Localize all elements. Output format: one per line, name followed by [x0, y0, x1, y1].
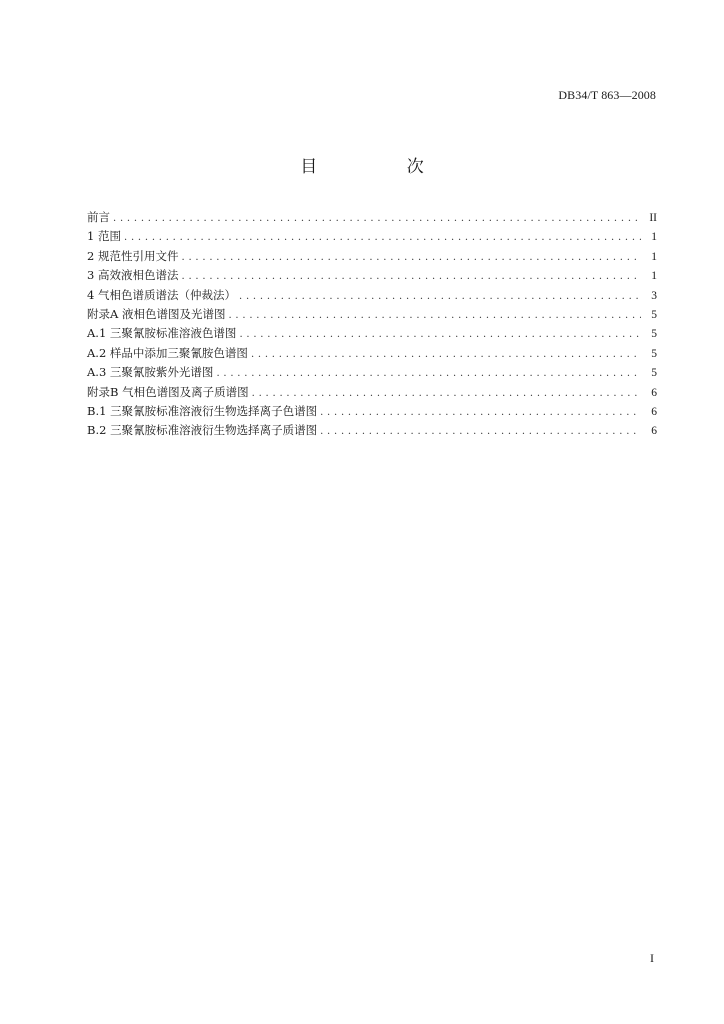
- toc-entry-appendix-a[interactable]: [87, 305, 657, 324]
- toc-entry-page: 1: [651, 270, 657, 283]
- toc-entry-page: 1: [651, 250, 657, 263]
- toc-entry-page: 6: [651, 405, 657, 418]
- toc-leader-dots: [113, 209, 641, 228]
- toc-leader-dots: [181, 248, 641, 267]
- toc-leader-dots: [239, 287, 641, 306]
- toc-entry-scope[interactable]: [87, 227, 657, 246]
- toc-entry-a2[interactable]: [87, 344, 657, 363]
- toc-entry-page: 3: [651, 289, 657, 302]
- standard-code: DB34/T 863—2008: [558, 88, 656, 102]
- toc-entry-page: II: [649, 212, 657, 224]
- toc-entry-label: B.1 三聚氰胺标准溶液衍生物选择离子色谱图: [87, 403, 318, 418]
- toc-entry-label: 3 高效液相色谱法: [87, 268, 179, 283]
- toc-entry-page: 1: [651, 231, 657, 244]
- toc-entry-label: 1 范围: [87, 229, 121, 244]
- toc-leader-dots: [216, 364, 641, 383]
- toc-entry-label: B.2 三聚氰胺标准溶液衍生物选择离子质谱图: [87, 423, 318, 438]
- toc-entry-label: 前言: [87, 210, 110, 224]
- toc-entry-label: A.1 三聚氰胺标准溶液色谱图: [87, 326, 237, 341]
- page-number: I: [650, 951, 654, 965]
- toc-entry-page: 5: [651, 367, 657, 380]
- toc-leader-dots: [251, 345, 641, 364]
- toc-entry-page: 6: [651, 425, 657, 438]
- toc-entry-label: 附录A 液相色谱图及光谱图: [87, 306, 226, 321]
- toc-leader-dots: [228, 306, 641, 325]
- toc-entry-appendix-b[interactable]: [87, 383, 657, 402]
- toc-entry-label: A.3 三聚氰胺紫外光谱图: [87, 365, 214, 380]
- toc-entry-gcms[interactable]: [87, 286, 657, 305]
- toc-leader-dots: [320, 403, 641, 422]
- toc-entry-normative-references[interactable]: [87, 247, 657, 266]
- toc-leader-dots: [239, 325, 641, 344]
- toc-entry-hplc[interactable]: [87, 266, 657, 285]
- toc-list: [87, 208, 657, 441]
- toc-entry-label: 4 气相色谱质谱法（仲裁法）: [87, 287, 236, 302]
- toc-entry-page: 5: [651, 308, 657, 321]
- toc-title: 目 次: [300, 157, 466, 177]
- toc-entry-b1[interactable]: [87, 402, 657, 421]
- toc-leader-dots: [124, 228, 641, 247]
- toc-entry-a3[interactable]: [87, 363, 657, 382]
- toc-leader-dots: [181, 267, 641, 286]
- toc-entry-label: A.2 样品中添加三聚氰胺色谱图: [87, 345, 248, 360]
- toc-entry-page: 5: [651, 347, 657, 360]
- toc-leader-dots: [320, 422, 641, 441]
- toc-entry-label: 附录B 气相色谱图及离子质谱图: [87, 384, 249, 399]
- toc-entry-page: 6: [651, 386, 657, 399]
- toc-entry-foreword[interactable]: [87, 208, 657, 227]
- toc-entry-label: 2 规范性引用文件: [87, 248, 179, 263]
- toc-entry-page: 5: [651, 328, 657, 341]
- toc-entry-b2[interactable]: [87, 421, 657, 440]
- toc-leader-dots: [252, 384, 641, 403]
- toc-entry-a1[interactable]: [87, 324, 657, 343]
